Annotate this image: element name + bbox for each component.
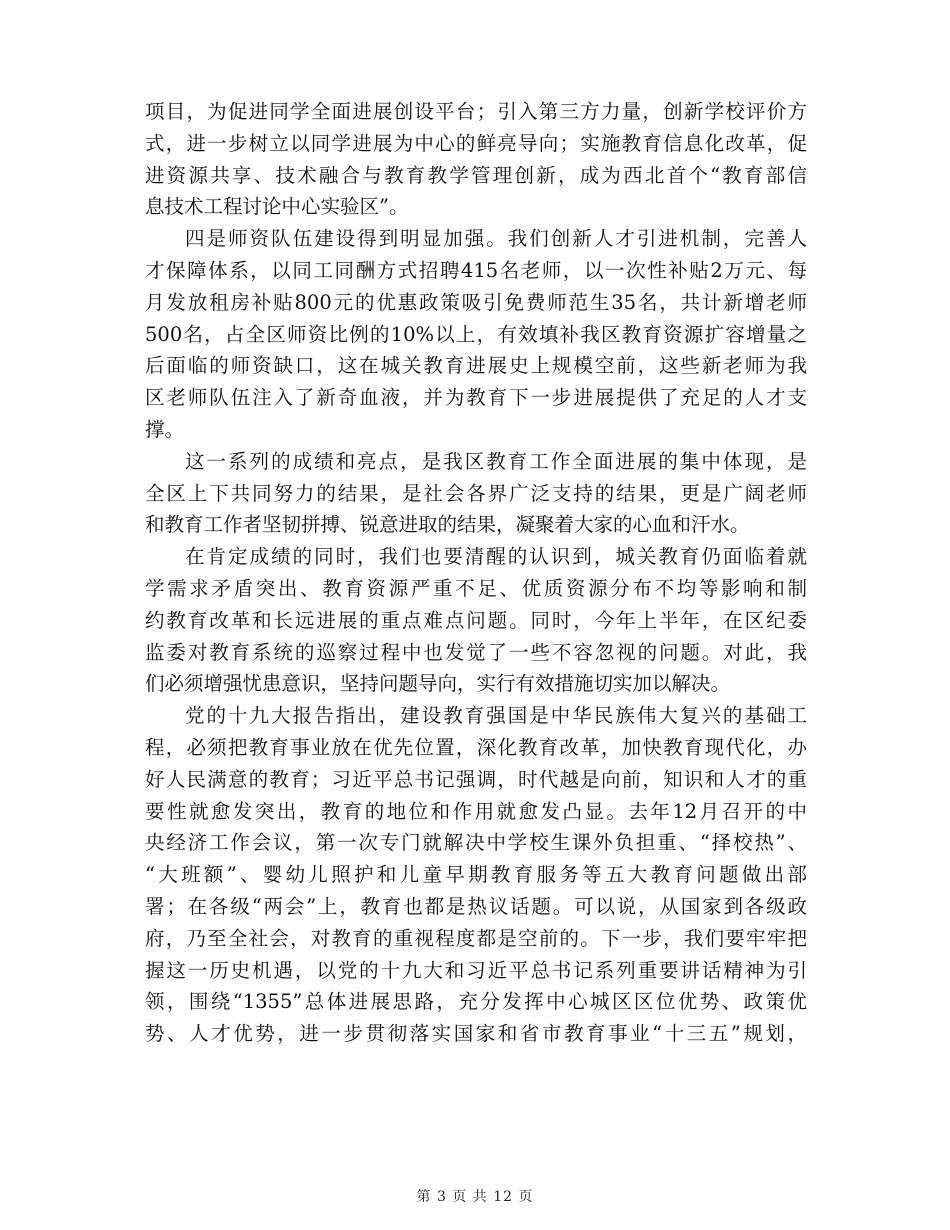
text-line: 势、人才优势，进一步贯彻落实国家和省市教育事业“十三五”规划，	[145, 1022, 807, 1046]
text-line: 式，进一步树立以同学进展为中心的鲜亮导向；实施教育信息化改革，促	[145, 131, 807, 155]
text-line: 约教育改革和长远进展的重点难点问题。同时，今年上半年，在区纪委	[145, 608, 807, 632]
text-line: 才保障体系，以同工同酬方式招聘415名老师，以一次性补贴2万元、每	[145, 258, 807, 282]
text-line: 月发放租房补贴800元的优惠政策吸引免费师范生35名，共计新增老师	[145, 290, 807, 314]
text-line: 后面临的师资缺口，这在城关教育进展史上规模空前，这些新老师为我	[145, 354, 807, 378]
text-line: 区老师队伍注入了新奇血液，并为教育下一步进展提供了充足的人才支	[145, 386, 807, 410]
text-line: 程，必须把教育事业放在优先位置，深化教育改革，加快教育现代化，办	[145, 735, 807, 759]
text-line: 府，乃至全社会，对教育的重视程度都是空前的。下一步，我们要牢牢把	[145, 926, 807, 950]
text-line: 央经济工作会议，第一次专门就解决中学校生课外负担重、“择校热”、	[145, 831, 807, 855]
text-line: 500名，占全区师资比例的10%以上，有效填补我区教育资源扩容增量之	[145, 322, 807, 346]
page-number-footer: 第 3 页 共 12 页	[416, 1189, 534, 1205]
text-line: 这一系列的成绩和亮点，是我区教育工作全面进展的集中体现，是	[185, 449, 807, 473]
text-line: 好人民满意的教育；习近平总书记强调，时代越是向前，知识和人才的重	[145, 767, 807, 791]
text-line: 全区上下共同努力的结果，是社会各界广泛支持的结果，更是广阔老师	[145, 481, 807, 505]
text-line: 学需求矛盾突出、教育资源严重不足、优质资源分布不均等影响和制	[145, 576, 807, 600]
text-line: 们必须增强忧患意识，坚持问题导向，实行有效措施切实加以解决。	[145, 672, 731, 696]
text-line: 署；在各级“两会”上，教育也都是热议话题。可以说，从国家到各级政	[145, 894, 807, 918]
text-line: 监委对教育系统的巡察过程中也发觉了一些不容忽视的问题。对此，我	[145, 640, 807, 664]
text-line: 在肯定成绩的同时，我们也要清醒的认识到，城关教育仍面临着就	[185, 545, 807, 569]
body-text	[145, 96, 807, 1050]
text-line: 和教育工作者坚韧拼搏、锐意进取的结果，凝聚着大家的心血和汗水。	[145, 513, 750, 537]
text-line: 进资源共享、技术融合与教育教学管理创新，成为西北首个“教育部信	[145, 163, 807, 187]
text-line: 领，围绕“1355”总体进展思路，充分发挥中心城区区位优势、政策优	[145, 990, 807, 1014]
text-line: 握这一历史机遇，以党的十九大和习近平总书记系列重要讲话精神为引	[145, 958, 807, 982]
text-line: “大班额”、婴幼儿照护和儿童早期教育服务等五大教育问题做出部	[145, 863, 807, 887]
text-line: 撑。	[145, 417, 185, 441]
text-line: 息技术工程讨论中心实验区”。	[145, 195, 409, 219]
text-line: 要性就愈发突出，教育的地位和作用就愈发凸显。去年12月召开的中	[145, 799, 807, 823]
text-line: 党的十九大报告指出，建设教育强国是中华民族伟大复兴的基础工	[185, 704, 807, 728]
text-line: 项目，为促进同学全面进展创设平台；引入第三方力量，创新学校评价方	[145, 100, 807, 123]
text-line: 四是师资队伍建设得到明显加强。我们创新人才引进机制，完善人	[185, 227, 807, 251]
